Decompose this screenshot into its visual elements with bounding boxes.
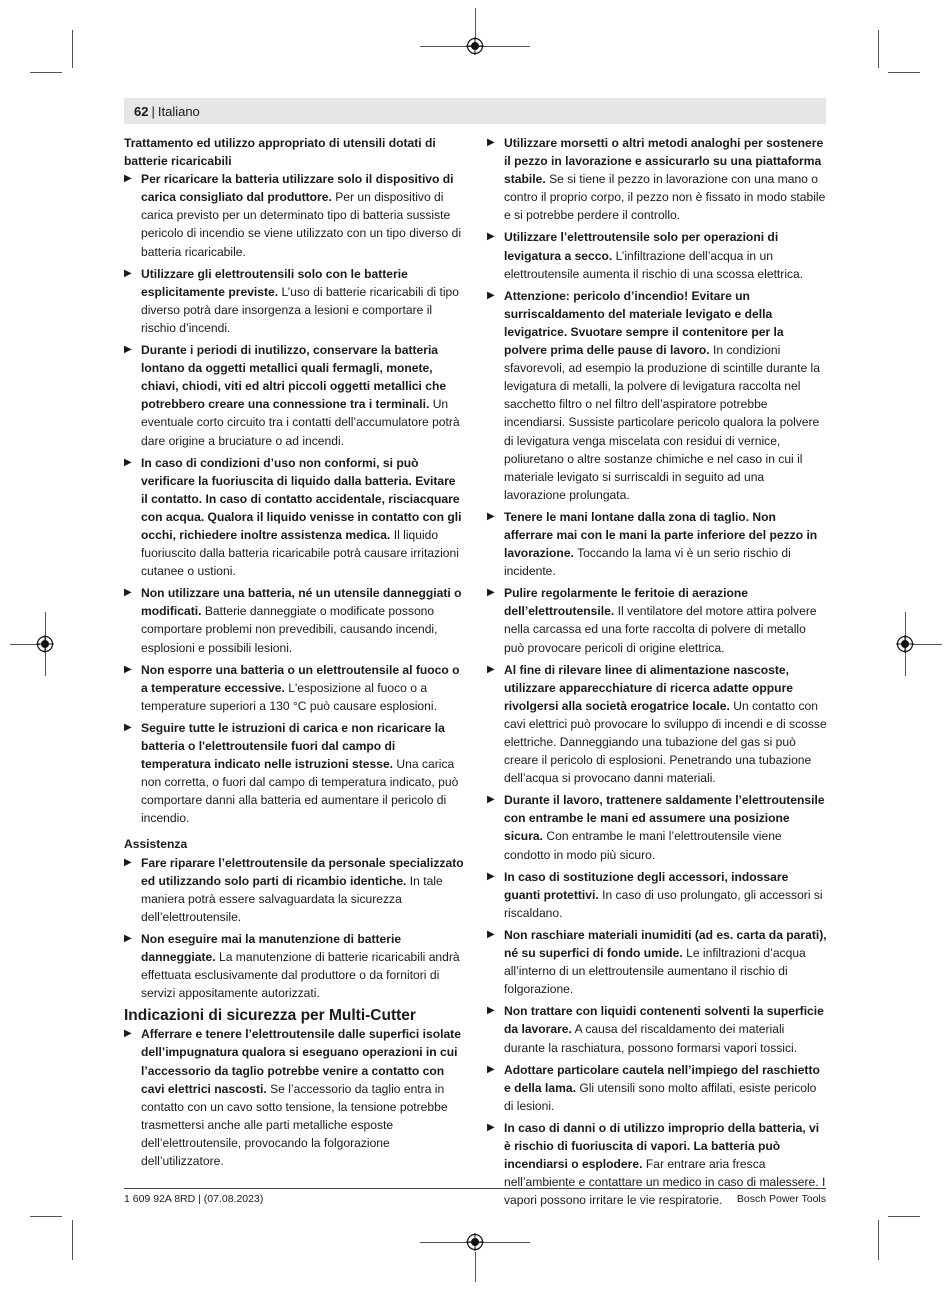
list-item-body-text: Se si tiene il pezzo in lavorazione con una mano o contro il proprio corpo, il pezzo non è fissato in modo stabile e si potrebbe perdere il controllo. [504,172,826,223]
list-item-bold-text: Utilizzare l’elettroutensile solo per operazioni di levigatura a secco. [504,230,779,263]
crop-mark [912,644,942,645]
list-item-bold-text: Per ricaricare la batteria utilizzare solo il dispositivo di carica consigliato dal produttore. [141,172,454,205]
bullet-arrow-icon: ▶ [124,1028,132,1040]
left-column [124,134,464,1174]
footer-brand: Bosch Power Tools [736,1193,826,1205]
bullet-arrow-icon: ▶ [487,928,495,940]
list-item-body-text: Le infiltrazioni d’acqua all’interno di un elettroutensile aumentano il rischio di folgorazione. [504,946,806,997]
list-item-bold-text: Attenzione: pericolo d’incendio! Evitare un surriscaldamento del materiale levigato e della levigatrice. Svuotare sempre il contenitore per la polvere prima delle pause di lavoro. [504,288,784,358]
list-item-text [504,134,827,224]
list-item-text [141,719,464,828]
list-item-body-text: In caso di uso prolungato, gli accessori si riscaldano. [504,887,823,920]
crop-mark [30,1216,62,1217]
page-footer [124,1188,826,1206]
list-item [124,170,464,260]
list-item [487,791,827,863]
bullet-arrow-icon: ▶ [487,1005,495,1017]
list-item-body-text: Per un dispositivo di carica previsto per un determinato tipo di batteria sussiste pericolo di incendio se viene utilizzato con un tipo diverso di batteria ricaricabile. [141,190,462,259]
list-item-text [504,868,827,922]
list-item-body-text: L'esposizione al fuoco o a temperature superiori a 130 °C può causare esplosioni. [141,680,437,713]
bullet-arrow-icon: ▶ [124,267,132,279]
right-column [487,134,827,1213]
list-item-body-text: L’uso di batterie ricaricabili di tipo diverso potrà dare insorgenza a lesioni e comportare il rischio d’incendi. [141,284,459,335]
bullet-arrow-icon: ▶ [487,1121,495,1133]
crop-mark [30,72,62,73]
list-item-body-text: In condizioni sfavorevoli, ad esempio la produzione di scintille durante la levigatura di metalli, la polvere di levigatura raccolta nel sacchetto filtro o nel filtro dell’aspiratore potrebbe incendiarsi. Sussiste particolare pericolo qualora la polvere di levigatura venga miscelata con residui di vernice, poliuretano o altre sostanze chimiche e nel caso in cui il materiale levigato si surriscaldi in seguito ad una lavorazione prolungata. [504,343,820,502]
list-item [124,341,464,450]
list-item [487,868,827,922]
list-item-bold-text: Non trattare con liquidi contenenti solventi la superficie da lavorare. [504,1004,824,1037]
bullet-arrow-icon: ▶ [124,587,132,599]
page-number: 62 [134,103,149,119]
crop-mark [475,8,476,38]
page-header [124,98,826,124]
bullet-arrow-icon: ▶ [487,510,495,522]
bullet-arrow-icon: ▶ [124,344,132,356]
bullet-arrow-icon: ▶ [124,856,132,868]
list-item-bold-text: Non utilizzare una batteria, né un utensile danneggiati o modificati. [141,586,462,619]
list-item-body-text: La manutenzione di batterie ricaricabili andrà effettuata esclusivamente dal produttore o da fornitori di servizi appositamente autorizzati. [141,950,460,1001]
list-item-body-text: A causa del riscaldamento dei materiali durante la raschiatura, possono formarsi vapori tossici. [504,1022,798,1055]
list-item-body-text: Batterie danneggiate o modificate possono comportare problemi non prevedibili, causando incendi, esplosioni e possibili lesioni. [141,604,438,655]
crop-mark [72,30,73,68]
list-item-text [504,1002,827,1056]
section-list-assistance [124,854,464,1003]
list-item-text [141,584,464,656]
registration-mark-icon [36,635,54,653]
list-item-body-text: Con entrambe le mani l’elettroutensile viene condotto in modo più sicuro. [504,829,782,862]
bullet-arrow-icon: ▶ [487,794,495,806]
list-item-bold-text: In caso di danni o di utilizzo improprio della batteria, vi è rischio di fuoriuscita di vapori. La batteria può incendiarsi o esplodere. [504,1120,820,1172]
section-list-battery-tools [124,170,464,827]
list-item-body-text: Il liquido fuoriuscito dalla batteria ricaricabile potrà causare irritazioni cutanee o ustioni. [141,527,459,579]
list-item-text [141,341,464,450]
list-item-text [141,661,464,715]
list-item [124,1025,464,1170]
list-item [487,926,827,998]
list-item-body-text: Una carica non corretta, o fuori dal campo di temperatura indicato, può comportare danni alla batteria ed aumentare il pericolo di incendio. [141,757,459,826]
section-title-battery-tools: Trattamento ed utilizzo appropriato di utensili dotati di batterie ricaricabili [124,136,436,169]
list-item-text [504,228,827,282]
list-item-text [141,454,464,581]
list-item-bold-text: Fare riparare l’elettroutensile da personale specializzato ed utilizzando solo parti di ricambio identiche. [141,855,464,888]
list-item-text [141,854,464,926]
list-item [124,854,464,926]
list-item-body-text: Un contatto con cavi elettrici può provocare lo sviluppo di incendi e di scosse elettriche. Danneggiando una tubazione del gas si può creare il pericolo di esplosioni. Penetrando una tubazione dell’acqua si provocano danni materiali. [504,698,827,786]
list-item-body-text: L’infiltrazione dell’acqua in un elettroutensile aumenta il rischio di una scossa elettrica. [504,248,804,281]
bullet-arrow-icon: ▶ [124,456,132,468]
list-item-bold-text: Al fine di rilevare linee di alimentazione nascoste, utilizzare apparecchiature di ricerca adatte oppure rivolgersi alla società erogatrice locale. [504,662,794,713]
list-item-text [504,926,827,998]
list-item-bold-text: Durante i periodi di inutilizzo, conservare la batteria lontano da oggetti metallici quali fermagli, monete, chiavi, chiodi, viti ed altri piccoli oggetti metallici che potrebbero creare una connessione tra i terminali. [141,343,447,412]
list-item [124,719,464,828]
bullet-arrow-icon: ▶ [124,932,132,944]
list-item-text [504,1061,827,1115]
bullet-arrow-icon: ▶ [124,663,132,675]
crop-mark [888,1216,920,1217]
bullet-arrow-icon: ▶ [487,289,495,301]
list-item-bold-text: Afferrare e tenere l’elettroutensile dalle superfici isolate dell’impugnatura qualora si eseguano operazioni in cui l’accessorio da taglio potrebbe venire a contatto con cavi elettrici nascosti. [141,1027,461,1096]
list-item [124,661,464,715]
bullet-arrow-icon: ▶ [487,870,495,882]
list-item-bold-text: Non esporre una batteria o un elettroutensile al fuoco o a temperature eccessive. [141,662,460,695]
list-item [124,265,464,337]
section-heading-multi-cutter: Indicazioni di sicurezza per Multi-Cutter [124,1007,416,1025]
list-item [487,584,827,656]
crop-mark [475,1252,476,1282]
section-list-multi-cutter [124,1025,464,1170]
list-item [124,584,464,656]
header-language: Italiano [157,103,200,119]
crop-mark [878,30,879,68]
bullet-arrow-icon: ▶ [487,1063,495,1075]
bullet-arrow-icon: ▶ [487,137,495,148]
list-item-text [141,265,464,337]
list-item [124,454,464,581]
list-item-bold-text: In caso di condizioni d’uso non conformi, si può verificare la fuoriuscita di liquido dalla batteria. Evitare il contatto. In caso di contatto accidentale, risciacquare con acqua. Qualora il liquido venisse in contatto con gli occhi, richiedere inoltre assistenza medica. [141,455,462,542]
list-item-bold-text: Adottare particolare cautela nell’impiego del raschietto e della lama. [504,1062,820,1095]
crop-mark [888,72,920,73]
section-title-assistance: Assistenza [124,837,188,852]
list-item [487,228,827,282]
crop-mark [878,1220,879,1260]
list-item-body-text: Un eventuale corto circuito tra i contatti dell’accumulatore potrà dare origine a bruciature o ad incendi. [141,397,460,448]
list-item-body-text: Gli utensili sono molto affilati, esiste pericolo di lesioni. [504,1080,817,1113]
list-item-bold-text: Utilizzare morsetti o altri metodi analoghi per sostenere il pezzo in lavorazione e assicurarlo su una piattaforma stabile. [504,136,824,187]
list-item [487,661,827,788]
bullet-arrow-icon: ▶ [487,663,495,675]
list-item-text [504,287,827,504]
list-item-text [504,508,827,580]
list-item-text [504,661,827,788]
list-item-bold-text: In caso di sostituzione degli accessori, indossare guanti protettivi. [504,869,789,902]
list-item-body-text: Far entrare aria fresca nell’ambiente e contattare un medico in caso di malessere. I vapori possono irritare le vie respiratorie. [504,1157,826,1208]
registration-mark-icon [466,37,484,55]
list-item [124,930,464,1002]
list-item-bold-text: Non eseguire mai la manutenzione di batterie danneggiate. [141,931,402,965]
bullet-arrow-icon: ▶ [124,721,132,733]
list-item-bold-text: Non raschiare materiali inumiditi (ad es. carta da parati), né su superfici di fondo umide. [504,927,827,961]
list-item-text [504,791,827,863]
list-item-text [504,584,827,656]
list-item [487,1002,827,1056]
list-item-bold-text: Seguire tutte le istruzioni di carica e non ricaricare la batteria o l'elettroutensile fuori dal campo di temperatura indicato nelle istruzioni stesse. [141,720,445,772]
list-item-body-text: Toccando la lama vi è un serio rischio di incidente. [504,546,791,579]
list-item [487,134,827,224]
crop-mark [72,1220,73,1260]
bullet-arrow-icon: ▶ [124,173,132,185]
list-item-bold-text: Durante il lavoro, trattenere saldamente l’elettroutensile con entrambe le mani ed assumere una posizione sicura. [504,793,825,844]
list-item-text [141,1025,464,1170]
registration-mark-icon [896,635,914,653]
list-item-text [141,170,464,260]
list-item-body-text: Se l’accessorio da taglio entra in contatto con un cavo sotto tensione, la tensione potrebbe trasmettersi anche alle parti metalliche esposte dell’elettroutensile, provocando la folgorazione dell’utilizzatore. [141,1081,448,1168]
list-item [487,1061,827,1115]
bullet-arrow-icon: ▶ [487,231,495,243]
list-item-body-text: In tale maniera potrà essere salvaguardata la sicurezza dell’elettroutensile. [141,873,443,924]
list-item-bold-text: Pulire regolarmente le feritoie di aerazione dell’elettroutensile. [504,586,748,619]
bullet-arrow-icon: ▶ [487,587,495,599]
list-item-body-text: Il ventilatore del motore attira polvere nella carcassa ed una forte raccolta di polvere di metallo può provocare pericoli di origine elettrica. [504,604,817,655]
list-item-bold-text: Utilizzare gli elettroutensili solo con le batterie esplicitamente previste. [141,266,408,299]
footer-doc-code: 1 609 92A 8RD | (07.08.2023) [124,1193,264,1205]
section-list-multi-cutter-continued [487,134,827,1209]
list-item [487,508,827,580]
list-item-text [141,930,464,1002]
list-item-bold-text: Tenere le mani lontane dalla zona di taglio. Non afferrare mai con le mani la parte inferiore del pezzo in lavorazione. [504,509,818,561]
list-item [487,287,827,504]
registration-mark-icon [466,1233,484,1251]
header-separator: | [151,103,155,119]
